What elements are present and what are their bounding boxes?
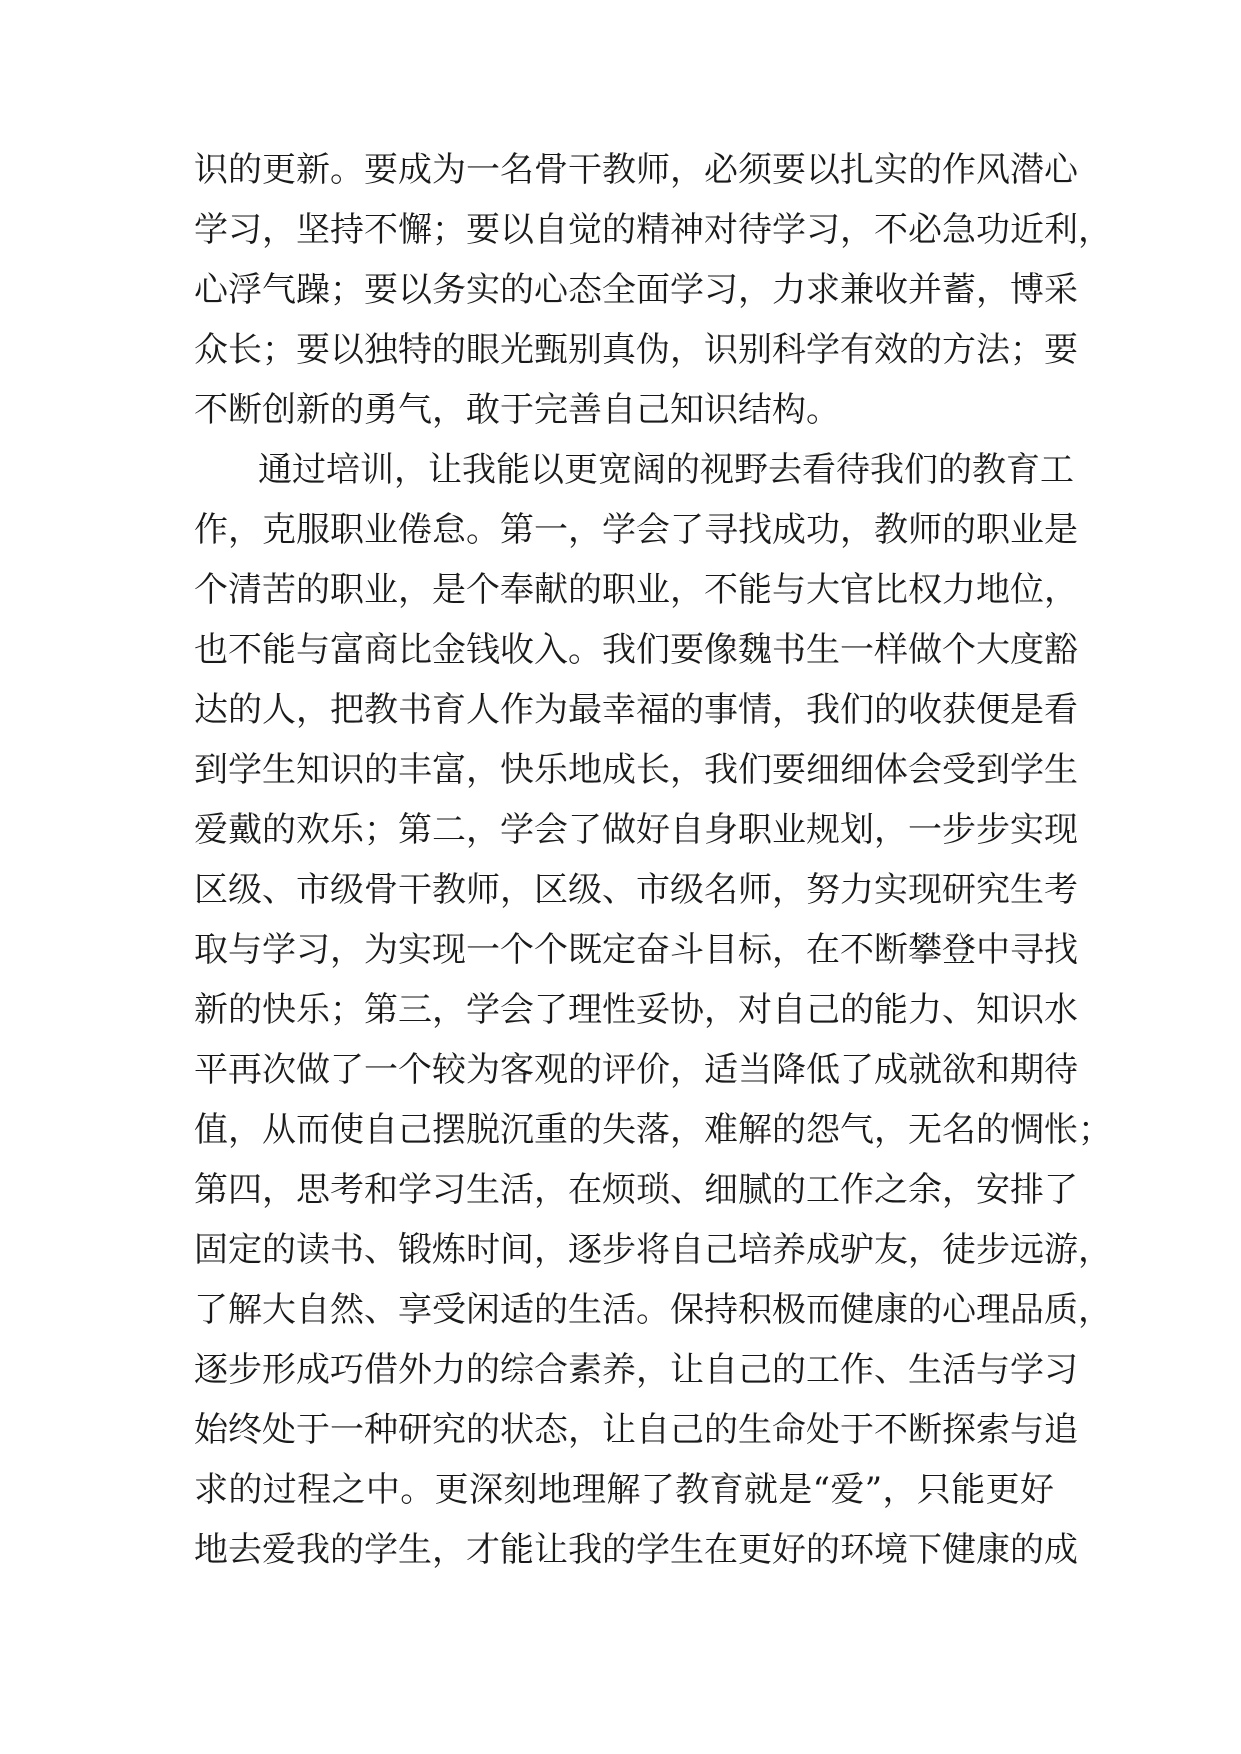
text-line: 作，克服职业倦怠。第一，学会了寻找成功，教师的职业是 <box>194 510 1078 550</box>
text-line: 求的过程之中。更深刻地理解了教育就是“爱”，只能更好 <box>194 1470 1054 1510</box>
text-line: 通过培训，让我能以更宽阔的视野去看待我们的教育工 <box>258 450 1074 490</box>
text-line: 达的人，把教书育人作为最幸福的事情，我们的收获便是看 <box>194 690 1078 730</box>
text-line: 始终处于一种研究的状态，让自己的生命处于不断探索与追 <box>194 1410 1078 1450</box>
text-line: 识的更新。要成为一名骨干教师，必须要以扎实的作风潜心 <box>194 150 1078 190</box>
text-line: 固定的读书、锻炼时间，逐步将自己培养成驴友，徒步远游， <box>194 1230 1112 1270</box>
text-line: 学习，坚持不懈；要以自觉的精神对待学习，不必急功近利， <box>194 210 1112 250</box>
text-line: 到学生知识的丰富，快乐地成长，我们要细细体会受到学生 <box>194 750 1078 790</box>
text-line: 新的快乐；第三，学会了理性妥协，对自己的能力、知识水 <box>194 990 1078 1030</box>
text-line: 取与学习，为实现一个个既定奋斗目标，在不断攀登中寻找 <box>194 930 1078 970</box>
text-line: 区级、市级骨干教师，区级、市级名师，努力实现研究生考 <box>194 870 1078 910</box>
text-line: 值，从而使自己摆脱沉重的失落，难解的怨气，无名的惆怅； <box>194 1110 1112 1150</box>
body-text <box>194 140 1112 1580</box>
text-line: 也不能与富商比金钱收入。我们要像魏书生一样做个大度豁 <box>194 630 1078 670</box>
text-line: 地去爱我的学生，才能让我的学生在更好的环境下健康的成 <box>194 1530 1078 1570</box>
text-line: 平再次做了一个较为客观的评价，适当降低了成就欲和期待 <box>194 1050 1078 1090</box>
text-line: 第四，思考和学习生活，在烦琐、细腻的工作之余，安排了 <box>194 1170 1078 1210</box>
text-line: 心浮气躁；要以务实的心态全面学习，力求兼收并蓄，博采 <box>194 270 1078 310</box>
text-line: 了解大自然、享受闲适的生活。保持积极而健康的心理品质， <box>194 1290 1112 1330</box>
text-line: 爱戴的欢乐；第二，学会了做好自身职业规划，一步步实现 <box>194 810 1078 850</box>
text-line: 个清苦的职业，是个奉献的职业，不能与大官比权力地位， <box>194 570 1078 610</box>
text-line: 逐步形成巧借外力的综合素养，让自己的工作、生活与学习 <box>194 1350 1078 1390</box>
text-line: 众长；要以独特的眼光甄别真伪，识别科学有效的方法；要 <box>194 330 1078 370</box>
text-line: 不断创新的勇气，敢于完善自己知识结构。 <box>194 390 840 430</box>
